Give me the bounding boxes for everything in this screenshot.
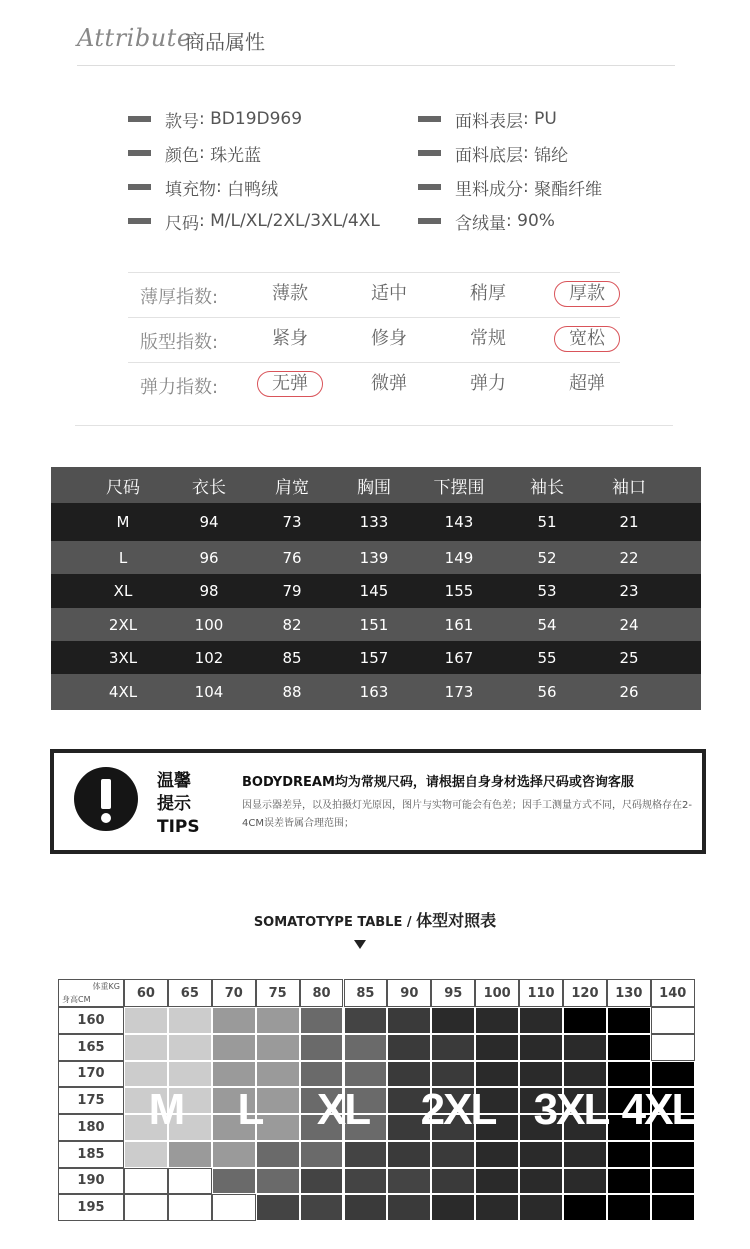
grid-cell	[475, 1141, 519, 1168]
weight-header: 65	[168, 979, 212, 1007]
size-region-label: M	[148, 1085, 184, 1134]
grid-cell	[212, 1034, 256, 1061]
height-header: 190	[58, 1168, 124, 1195]
attribute-item: 款号 : BD19D969	[128, 107, 302, 131]
grid-cell	[519, 1141, 563, 1168]
attribute-label: 面料表层	[455, 111, 523, 132]
triangle-down-icon	[354, 940, 366, 949]
attribute-value: PU	[534, 109, 557, 129]
header-title-cn: 商品属性	[185, 30, 265, 54]
height-header: 170	[58, 1061, 124, 1088]
table-cell: 161	[444, 615, 474, 634]
grid-cell	[212, 1141, 256, 1168]
corner-height-label: 身高CM	[62, 995, 91, 1004]
grid-cell	[168, 1168, 212, 1195]
index-label: 薄厚指数:	[140, 287, 219, 308]
index-option-selected: 厚款	[554, 281, 620, 307]
grid-cell	[256, 1194, 300, 1221]
table-cell: M	[116, 513, 130, 531]
table-cell: 102	[194, 648, 224, 667]
index-row	[128, 272, 620, 317]
attribute-item: 面料底层 : 锦纶	[418, 141, 568, 165]
grid-cell	[519, 1034, 563, 1061]
table-cell: 167	[444, 648, 474, 667]
dash-icon	[128, 116, 151, 122]
table-cell: 163	[359, 683, 389, 701]
table-cell: 54	[537, 615, 557, 634]
grid-cell	[607, 1034, 651, 1061]
grid-cell	[651, 1034, 695, 1061]
grid-cell	[651, 1168, 695, 1195]
index-option: 修身	[371, 328, 407, 349]
weight-header: 60	[124, 979, 168, 1007]
table-cell: 76	[282, 548, 302, 567]
table-cell: 94	[199, 513, 219, 531]
grid-cell	[256, 1061, 300, 1088]
weight-header: 70	[212, 979, 256, 1007]
attribute-item: 填充物 : 白鸭绒	[128, 175, 278, 199]
height-header: 175	[58, 1087, 124, 1114]
grid-cell	[256, 1168, 300, 1195]
grid-cell	[607, 1061, 651, 1088]
grid-cell	[563, 1194, 607, 1221]
grid-cell	[563, 1007, 607, 1034]
index-option: 微弹	[371, 373, 407, 394]
table-cell: 79	[282, 582, 302, 600]
header-title-en: Attribute	[77, 24, 192, 52]
table-cell: 82	[282, 615, 302, 634]
table-cell: 73	[282, 513, 302, 531]
grid-cell	[124, 1034, 168, 1061]
table-cell: 88	[282, 683, 302, 701]
table-cell: 155	[444, 582, 474, 600]
weight-header: 75	[256, 979, 300, 1007]
grid-cell	[475, 1007, 519, 1034]
table-cell: 151	[359, 615, 389, 634]
grid-cell	[212, 1168, 256, 1195]
grid-cell	[431, 1007, 475, 1034]
tips-title: 温馨 提示 TIPS	[157, 771, 200, 837]
table-cell: 173	[444, 683, 474, 701]
grid-cell	[168, 1141, 212, 1168]
index-option-selected: 宽松	[554, 326, 620, 352]
attribute-item: 颜色 : 珠光蓝	[128, 141, 261, 165]
dash-icon	[418, 184, 441, 190]
weight-header: 95	[431, 979, 475, 1007]
grid-cell	[168, 1061, 212, 1088]
corner-weight-label: 体重KG	[92, 982, 120, 991]
table-row	[51, 541, 701, 574]
table-cell: 139	[359, 548, 389, 567]
table-cell: 52	[537, 548, 557, 567]
grid-cell	[168, 1194, 212, 1221]
tips-headline: BODYDREAM均为常规尺码，请根据自身身材选择尺码或咨询客服	[242, 775, 634, 790]
grid-cell	[651, 1007, 695, 1034]
weight-header: 100	[475, 979, 519, 1007]
exclamation-icon	[74, 767, 138, 831]
weight-header: 130	[607, 979, 651, 1007]
index-label: 版型指数:	[140, 332, 219, 353]
table-cell: 85	[282, 648, 302, 667]
table-row	[51, 574, 701, 608]
table-cell: 2XL	[108, 615, 138, 634]
grid-cell	[344, 1007, 388, 1034]
grid-cell	[431, 1061, 475, 1088]
attribute-label: 填充物	[165, 179, 216, 200]
table-cell: 145	[359, 582, 389, 600]
attribute-value: 90%	[517, 211, 555, 231]
height-header: 165	[58, 1034, 124, 1061]
attribute-value: BD19D969	[210, 109, 303, 129]
table-cell: L	[118, 548, 128, 567]
table-cell: 55	[537, 648, 557, 667]
grid-cell	[256, 1007, 300, 1034]
height-header: 160	[58, 1007, 124, 1034]
table-cell: 133	[359, 513, 389, 531]
grid-cell	[124, 1168, 168, 1195]
weight-header: 140	[651, 979, 695, 1007]
attribute-label: 里料成分	[455, 179, 523, 200]
grid-cell	[475, 1168, 519, 1195]
grid-cell	[124, 1141, 168, 1168]
column-header: 下摆围	[433, 477, 485, 498]
dash-icon	[418, 116, 441, 122]
column-header: 胸围	[357, 477, 391, 498]
index-option: 超弹	[569, 373, 605, 394]
grid-cell	[607, 1168, 651, 1195]
index-label: 弹力指数:	[140, 377, 219, 398]
grid-cell	[212, 1007, 256, 1034]
tips-body: 因显示器差异，以及拍摄灯光原因，图片与实物可能会有色差；因手工测量方式不同，尺码规格存在2-4CM误差皆属合理范围；	[242, 800, 692, 829]
grid-cell	[300, 1061, 344, 1088]
grid-cell	[519, 1007, 563, 1034]
grid-cell	[519, 1061, 563, 1088]
index-option: 薄款	[272, 283, 308, 304]
grid-cell	[387, 1061, 431, 1088]
table-cell: 157	[359, 648, 389, 667]
attribute-item: 面料表层 : PU	[418, 107, 557, 131]
table-cell: 3XL	[108, 648, 138, 667]
grid-cell	[212, 1194, 256, 1221]
index-row	[128, 362, 620, 407]
size-region-label: XL	[316, 1085, 370, 1134]
divider	[75, 425, 673, 426]
attribute-label: 面料底层	[455, 145, 523, 166]
grid-cell	[651, 1194, 695, 1221]
table-cell: 22	[619, 548, 639, 567]
grid-cell	[431, 1034, 475, 1061]
grid-cell	[300, 1141, 344, 1168]
table-cell: 104	[194, 683, 224, 701]
somatotype-title: SOMATOTYPE TABLE / 体型对照表	[253, 911, 497, 930]
grid-cell	[300, 1007, 344, 1034]
table-row	[51, 503, 701, 541]
grid-cell	[431, 1194, 475, 1221]
attribute-value: 珠光蓝	[210, 145, 262, 166]
grid-cell	[431, 1141, 475, 1168]
grid-cell	[344, 1141, 388, 1168]
grid-cell	[563, 1168, 607, 1195]
attribute-label: 尺码	[165, 213, 199, 234]
attribute-header	[77, 20, 675, 66]
grid-cell	[124, 1194, 168, 1221]
table-cell: 4XL	[108, 683, 138, 701]
grid-cell	[212, 1061, 256, 1088]
grid-cell	[607, 1194, 651, 1221]
table-cell: 24	[619, 615, 639, 634]
dash-icon	[418, 150, 441, 156]
table-cell: 143	[444, 513, 474, 531]
index-option: 稍厚	[470, 283, 506, 304]
grid-cell	[124, 1061, 168, 1088]
grid-cell	[651, 1141, 695, 1168]
dash-icon	[418, 218, 441, 224]
column-header: 尺码	[106, 477, 140, 498]
attribute-label: 款号	[165, 111, 199, 132]
size-region-label: 4XL	[621, 1085, 697, 1134]
grid-cell	[475, 1034, 519, 1061]
grid-cell	[300, 1034, 344, 1061]
table-cell: 56	[537, 683, 557, 701]
height-header: 185	[58, 1141, 124, 1168]
dash-icon	[128, 150, 151, 156]
column-header: 肩宽	[275, 477, 309, 498]
corner-cell	[58, 979, 124, 1007]
table-row	[51, 608, 701, 641]
table-cell: 26	[619, 683, 639, 701]
size-region-label: L	[237, 1085, 263, 1134]
table-cell: 51	[537, 513, 557, 531]
weight-header: 110	[519, 979, 563, 1007]
column-header: 袖口	[612, 477, 646, 498]
grid-cell	[387, 1007, 431, 1034]
table-cell: 100	[194, 615, 224, 634]
grid-cell	[256, 1034, 300, 1061]
grid-cell	[344, 1168, 388, 1195]
grid-cell	[519, 1168, 563, 1195]
size-region-label: 3XL	[533, 1085, 609, 1134]
grid-cell	[387, 1141, 431, 1168]
weight-header: 80	[300, 979, 344, 1007]
column-header: 衣长	[192, 477, 226, 498]
grid-cell	[387, 1034, 431, 1061]
table-cell: 21	[619, 513, 639, 531]
attribute-value: 锦纶	[534, 145, 569, 166]
grid-cell	[256, 1141, 300, 1168]
table-cell: 98	[199, 582, 219, 600]
grid-cell	[387, 1168, 431, 1195]
table-cell: 96	[199, 548, 219, 567]
table-cell: 149	[444, 548, 474, 567]
grid-cell	[475, 1194, 519, 1221]
grid-cell	[300, 1168, 344, 1195]
grid-cell	[563, 1034, 607, 1061]
table-cell: 23	[619, 582, 639, 600]
attribute-label: 颜色	[165, 145, 199, 166]
grid-cell	[563, 1141, 607, 1168]
index-option: 弹力	[470, 373, 506, 394]
attribute-value: 白鸭绒	[227, 179, 279, 200]
grid-cell	[607, 1141, 651, 1168]
index-option: 紧身	[272, 328, 308, 349]
index-row	[128, 317, 620, 362]
attribute-item: 里料成分 : 聚酯纤维	[418, 175, 602, 199]
attribute-value: 聚酯纤维	[534, 179, 603, 200]
size-region-label: 2XL	[420, 1085, 496, 1134]
grid-cell	[563, 1061, 607, 1088]
index-option: 常规	[470, 328, 506, 349]
size-table	[51, 467, 701, 710]
dash-icon	[128, 218, 151, 224]
column-header: 袖长	[530, 477, 564, 498]
grid-cell	[168, 1034, 212, 1061]
grid-cell	[651, 1061, 695, 1088]
attribute-item: 尺码 : M/L/XL/2XL/3XL/4XL	[128, 209, 380, 233]
grid-cell	[431, 1168, 475, 1195]
grid-cell	[124, 1007, 168, 1034]
height-header: 180	[58, 1114, 124, 1141]
attribute-value: M/L/XL/2XL/3XL/4XL	[210, 211, 380, 231]
grid-cell	[344, 1061, 388, 1088]
attribute-label: 含绒量	[455, 213, 506, 234]
table-header-row	[51, 467, 701, 503]
grid-cell	[344, 1034, 388, 1061]
table-cell: 25	[619, 648, 639, 667]
attribute-item: 含绒量 : 90%	[418, 209, 555, 233]
grid-cell	[387, 1194, 431, 1221]
height-header: 195	[58, 1194, 124, 1221]
index-option: 适中	[371, 283, 407, 304]
weight-header: 120	[563, 979, 607, 1007]
grid-cell	[475, 1061, 519, 1088]
table-row	[51, 674, 701, 710]
dash-icon	[128, 184, 151, 190]
grid-cell	[168, 1007, 212, 1034]
table-row	[51, 641, 701, 674]
table-cell: 53	[537, 582, 557, 600]
weight-header: 90	[387, 979, 431, 1007]
table-cell: XL	[113, 582, 133, 600]
tips-box	[50, 749, 706, 854]
somatotype-table	[58, 979, 695, 1221]
index-option-selected: 无弹	[257, 371, 323, 397]
grid-cell	[344, 1194, 388, 1221]
weight-header: 85	[344, 979, 388, 1007]
grid-cell	[607, 1007, 651, 1034]
grid-cell	[519, 1194, 563, 1221]
grid-cell	[300, 1194, 344, 1221]
